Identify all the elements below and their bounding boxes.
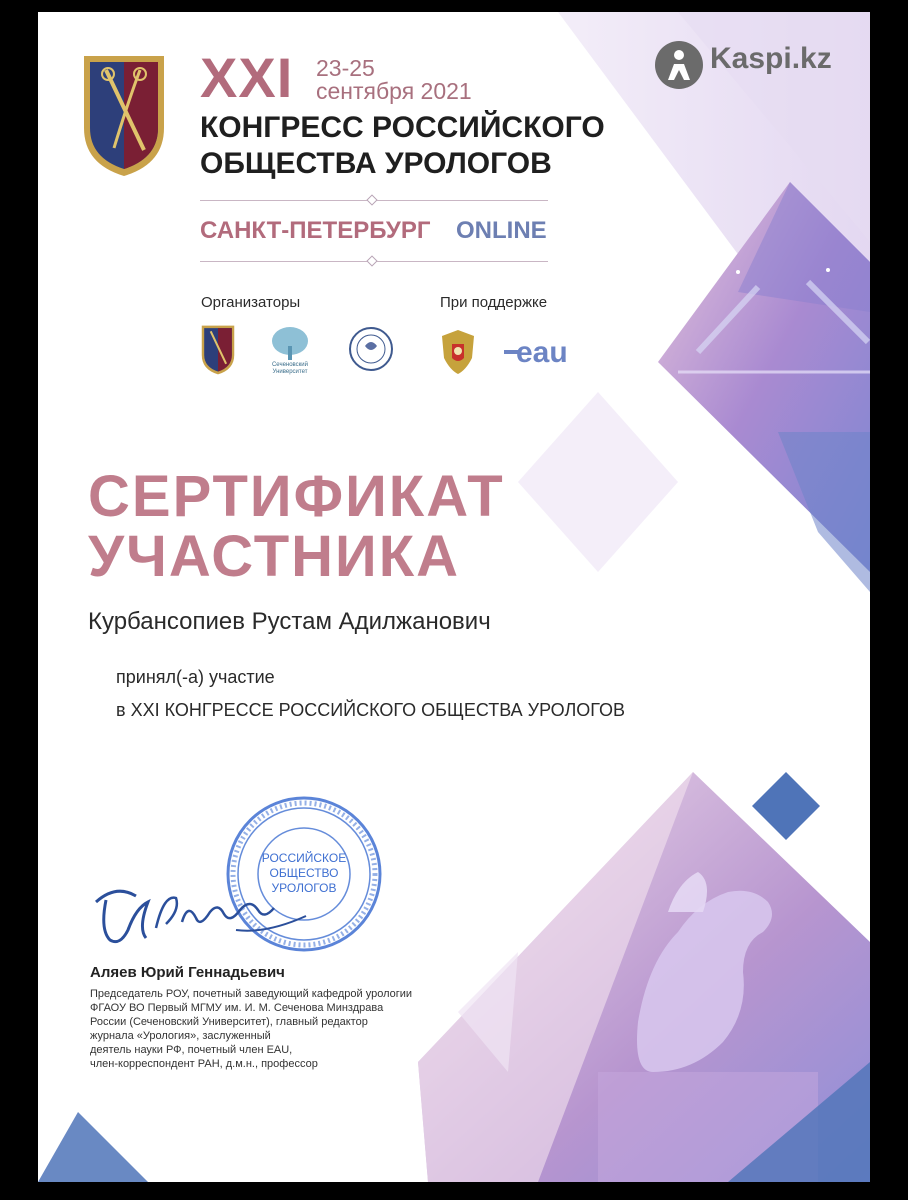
stamp-text-3: УРОЛОГОВ — [271, 881, 337, 895]
kaspi-watermark: Kaspi.kz — [710, 42, 832, 75]
support-label: При поддержке — [440, 294, 548, 311]
signature — [86, 872, 316, 952]
organizers-label: Организаторы — [201, 294, 301, 311]
rou-logo-icon — [78, 52, 170, 180]
congress-participation: в XXI КОНГРЕССЕ РОССИЙСКОГО ОБЩЕСТВА УРОЛОГОВ — [116, 700, 626, 720]
sechenov-text-2: Университет — [272, 369, 308, 375]
signatory-position-line: ФГАОУ ВО Первый МГМУ им. И. М. Сеченова Минздрава — [90, 1002, 384, 1014]
participant-name: Курбансопиев Рустам Адилжанович — [88, 608, 491, 635]
congress-dates: 23-25 — [316, 55, 375, 81]
signatory-position-line: Председатель РОУ, почетный заведующий кафедрой урологии — [90, 988, 413, 1000]
signatory-position-line: член-корреспондент РАН, д.м.н., профессор — [90, 1058, 318, 1070]
certificate-page — [38, 12, 870, 1182]
signatory-name: Аляев Юрий Геннадьевич — [90, 964, 285, 981]
russia-emblem-icon — [436, 324, 480, 376]
medicina-logo-icon — [348, 326, 394, 372]
congress-format: ONLINE — [456, 217, 547, 244]
stamp-text-1: РОССИЙСКОЕ — [261, 851, 347, 865]
eau-logo-icon — [502, 334, 584, 370]
sechenov-text-1: Сеченовский — [271, 362, 309, 368]
eau-logo-text: eau — [516, 336, 568, 369]
blue-diamond-small — [752, 772, 820, 840]
rou-small-logo-icon — [198, 324, 238, 376]
congress-number: XXI — [200, 46, 294, 109]
signatory-position-line: России (Сеченовский Университет), главный редактор — [90, 1016, 368, 1028]
congress-city: САНКТ-ПЕТЕРБУРГ — [200, 217, 431, 244]
signatory-position-line: журнала «Урология», заслуженный — [90, 1030, 271, 1042]
blue-triangle-left — [38, 1112, 148, 1182]
congress-month-year: сентября 2021 — [316, 78, 472, 104]
certificate-title-line2: УЧАСТНИКА — [88, 524, 461, 589]
kaspi-logo-icon — [654, 40, 704, 90]
signatory-position-line: деятель науки РФ, почетный член EAU, — [90, 1044, 293, 1056]
stamp-text-2: ОБЩЕСТВО — [269, 866, 339, 880]
signatory-position — [90, 987, 470, 1071]
certificate-title-line1: СЕРТИФИКАТ — [88, 464, 505, 529]
participation-text: принял(-а) участие — [116, 667, 275, 687]
sechenov-tree-icon — [266, 326, 314, 362]
congress-title-line2: ОБЩЕСТВА УРОЛОГОВ — [200, 147, 552, 180]
congress-title-line1: КОНГРЕСС РОССИЙСКОГО — [200, 111, 605, 144]
